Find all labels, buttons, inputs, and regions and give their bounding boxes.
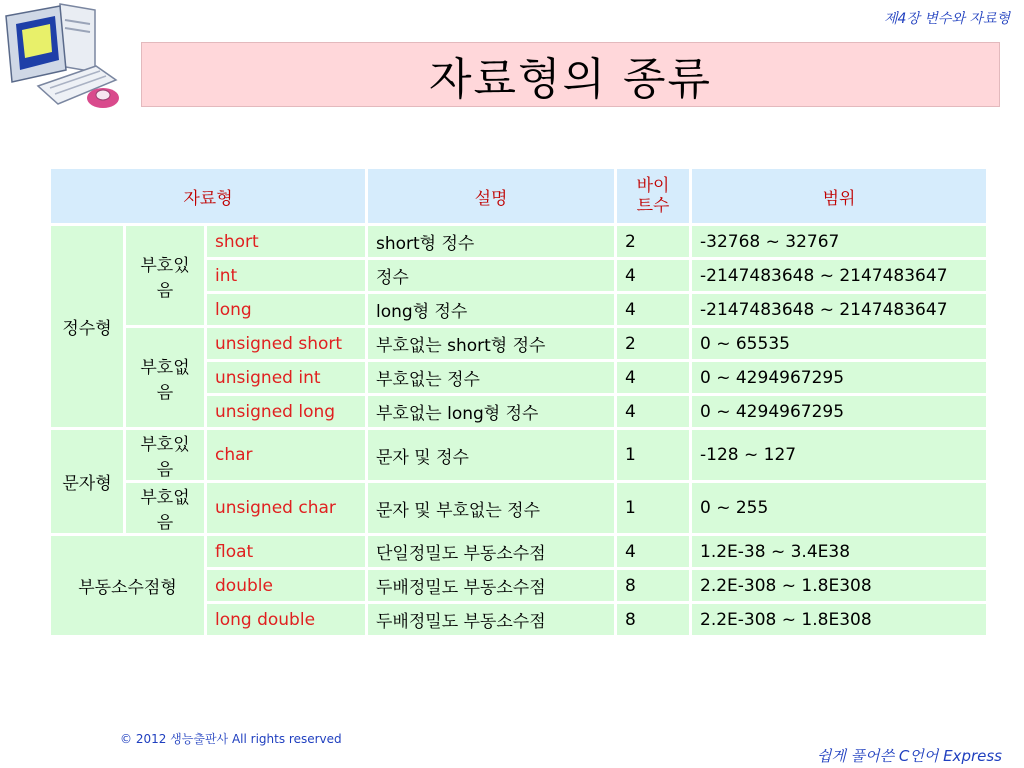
type-range: 0 ~ 255 bbox=[692, 483, 986, 533]
type-bytes: 8 bbox=[617, 604, 689, 635]
type-name: unsigned long bbox=[207, 396, 365, 427]
type-name: char bbox=[207, 430, 365, 480]
type-name: long double bbox=[207, 604, 365, 635]
type-bytes: 4 bbox=[617, 362, 689, 393]
table-row bbox=[51, 483, 986, 533]
type-desc: 부호없는 long형 정수 bbox=[368, 396, 614, 427]
group-character: 문자형 bbox=[51, 430, 123, 533]
type-name: int bbox=[207, 260, 365, 291]
chapter-label: 제4장 변수와 자료형 bbox=[884, 11, 1010, 27]
title-bar bbox=[141, 42, 1000, 107]
type-desc: long형 정수 bbox=[368, 294, 614, 325]
type-bytes: 4 bbox=[617, 536, 689, 567]
type-desc: 두배정밀도 부동소수점 bbox=[368, 570, 614, 601]
type-desc: 문자 및 부호없는 정수 bbox=[368, 483, 614, 533]
type-desc: 부호없는 정수 bbox=[368, 362, 614, 393]
type-name: unsigned char bbox=[207, 483, 365, 533]
type-range: 0 ~ 65535 bbox=[692, 328, 986, 359]
type-desc: 부호없는 short형 정수 bbox=[368, 328, 614, 359]
type-bytes: 8 bbox=[617, 570, 689, 601]
type-bytes: 2 bbox=[617, 328, 689, 359]
type-bytes: 4 bbox=[617, 294, 689, 325]
type-range: -2147483648 ~ 2147483647 bbox=[692, 260, 986, 291]
type-desc: 정수 bbox=[368, 260, 614, 291]
computer-icon bbox=[0, 0, 125, 112]
type-bytes: 1 bbox=[617, 483, 689, 533]
type-range: 2.2E-308 ~ 1.8E308 bbox=[692, 570, 986, 601]
type-desc: 두배정밀도 부동소수점 bbox=[368, 604, 614, 635]
type-name: long bbox=[207, 294, 365, 325]
table-row bbox=[51, 226, 986, 257]
type-name: double bbox=[207, 570, 365, 601]
header-bytes: 바이 트수 bbox=[617, 169, 689, 223]
header-desc: 설명 bbox=[368, 169, 614, 223]
subgroup-unsigned: 부호없음 bbox=[126, 328, 204, 427]
table-row bbox=[51, 430, 986, 480]
type-range: -128 ~ 127 bbox=[692, 430, 986, 480]
table-row bbox=[51, 328, 986, 359]
copyright-text: © 2012 생능출판사 All rights reserved bbox=[120, 732, 342, 746]
type-range: -32768 ~ 32767 bbox=[692, 226, 986, 257]
data-type-table bbox=[48, 166, 989, 638]
type-range: 0 ~ 4294967295 bbox=[692, 362, 986, 393]
type-bytes: 2 bbox=[617, 226, 689, 257]
header-range: 범위 bbox=[692, 169, 986, 223]
type-desc: short형 정수 bbox=[368, 226, 614, 257]
type-name: short bbox=[207, 226, 365, 257]
type-bytes: 4 bbox=[617, 260, 689, 291]
type-name: unsigned int bbox=[207, 362, 365, 393]
group-integer: 정수형 bbox=[51, 226, 123, 427]
subgroup-signed: 부호있음 bbox=[126, 430, 204, 480]
type-desc: 문자 및 정수 bbox=[368, 430, 614, 480]
type-range: 1.2E-38 ~ 3.4E38 bbox=[692, 536, 986, 567]
type-bytes: 1 bbox=[617, 430, 689, 480]
page-title: 자료형의 종류 bbox=[428, 53, 712, 105]
type-name: unsigned short bbox=[207, 328, 365, 359]
header-type: 자료형 bbox=[51, 169, 365, 223]
type-name: float bbox=[207, 536, 365, 567]
subgroup-signed: 부호있음 bbox=[126, 226, 204, 325]
type-range: 2.2E-308 ~ 1.8E308 bbox=[692, 604, 986, 635]
group-floating: 부동소수점형 bbox=[51, 536, 204, 635]
table-row bbox=[51, 536, 986, 567]
book-title: 쉽게 풀어쓴 C언어 Express bbox=[816, 747, 1002, 765]
type-range: -2147483648 ~ 2147483647 bbox=[692, 294, 986, 325]
table-header-row bbox=[51, 169, 986, 223]
type-bytes: 4 bbox=[617, 396, 689, 427]
type-range: 0 ~ 4294967295 bbox=[692, 396, 986, 427]
type-desc: 단일정밀도 부동소수점 bbox=[368, 536, 614, 567]
subgroup-unsigned: 부호없음 bbox=[126, 483, 204, 533]
